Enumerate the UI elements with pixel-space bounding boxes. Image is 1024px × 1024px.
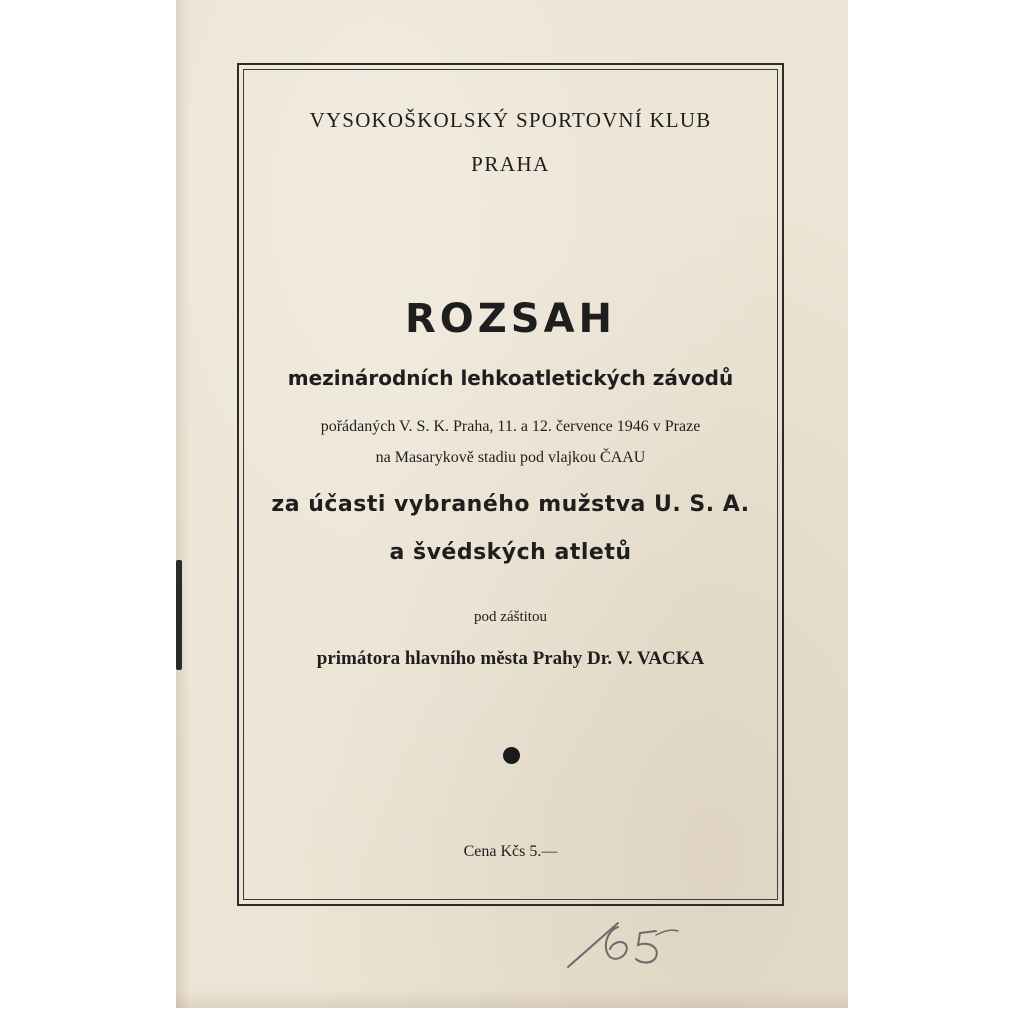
subtitle: mezinárodních lehkoatletických závodů bbox=[287, 366, 734, 390]
patronage-label: pod záštitou bbox=[474, 609, 547, 625]
club-name: VYSOKOŠKOLSKÝ SPORTOVNÍ KLUB bbox=[309, 108, 712, 132]
price-label: Cena Kčs 5.— bbox=[463, 843, 558, 860]
inner-border-frame bbox=[243, 69, 778, 900]
bullet-dot-icon bbox=[503, 747, 520, 764]
club-city: PRAHA bbox=[471, 152, 550, 176]
handwritten-pencil-mark bbox=[560, 905, 690, 980]
main-title: ROZSAH bbox=[404, 296, 617, 342]
organizer-line: pořádaných V. S. K. Praha, 11. a 12. července 1946 v Praze bbox=[320, 418, 701, 435]
participation-line: za účasti vybraného mužstva U. S. A. bbox=[271, 492, 750, 517]
patron-name: primátora hlavního města Prahy Dr. V. VACKA bbox=[316, 648, 705, 669]
swedish-athletes-line: a švédských atletů bbox=[389, 540, 632, 565]
venue-line: na Masarykově stadiu pod vlajkou ČAAU bbox=[375, 449, 646, 466]
spine-edge bbox=[176, 560, 182, 670]
